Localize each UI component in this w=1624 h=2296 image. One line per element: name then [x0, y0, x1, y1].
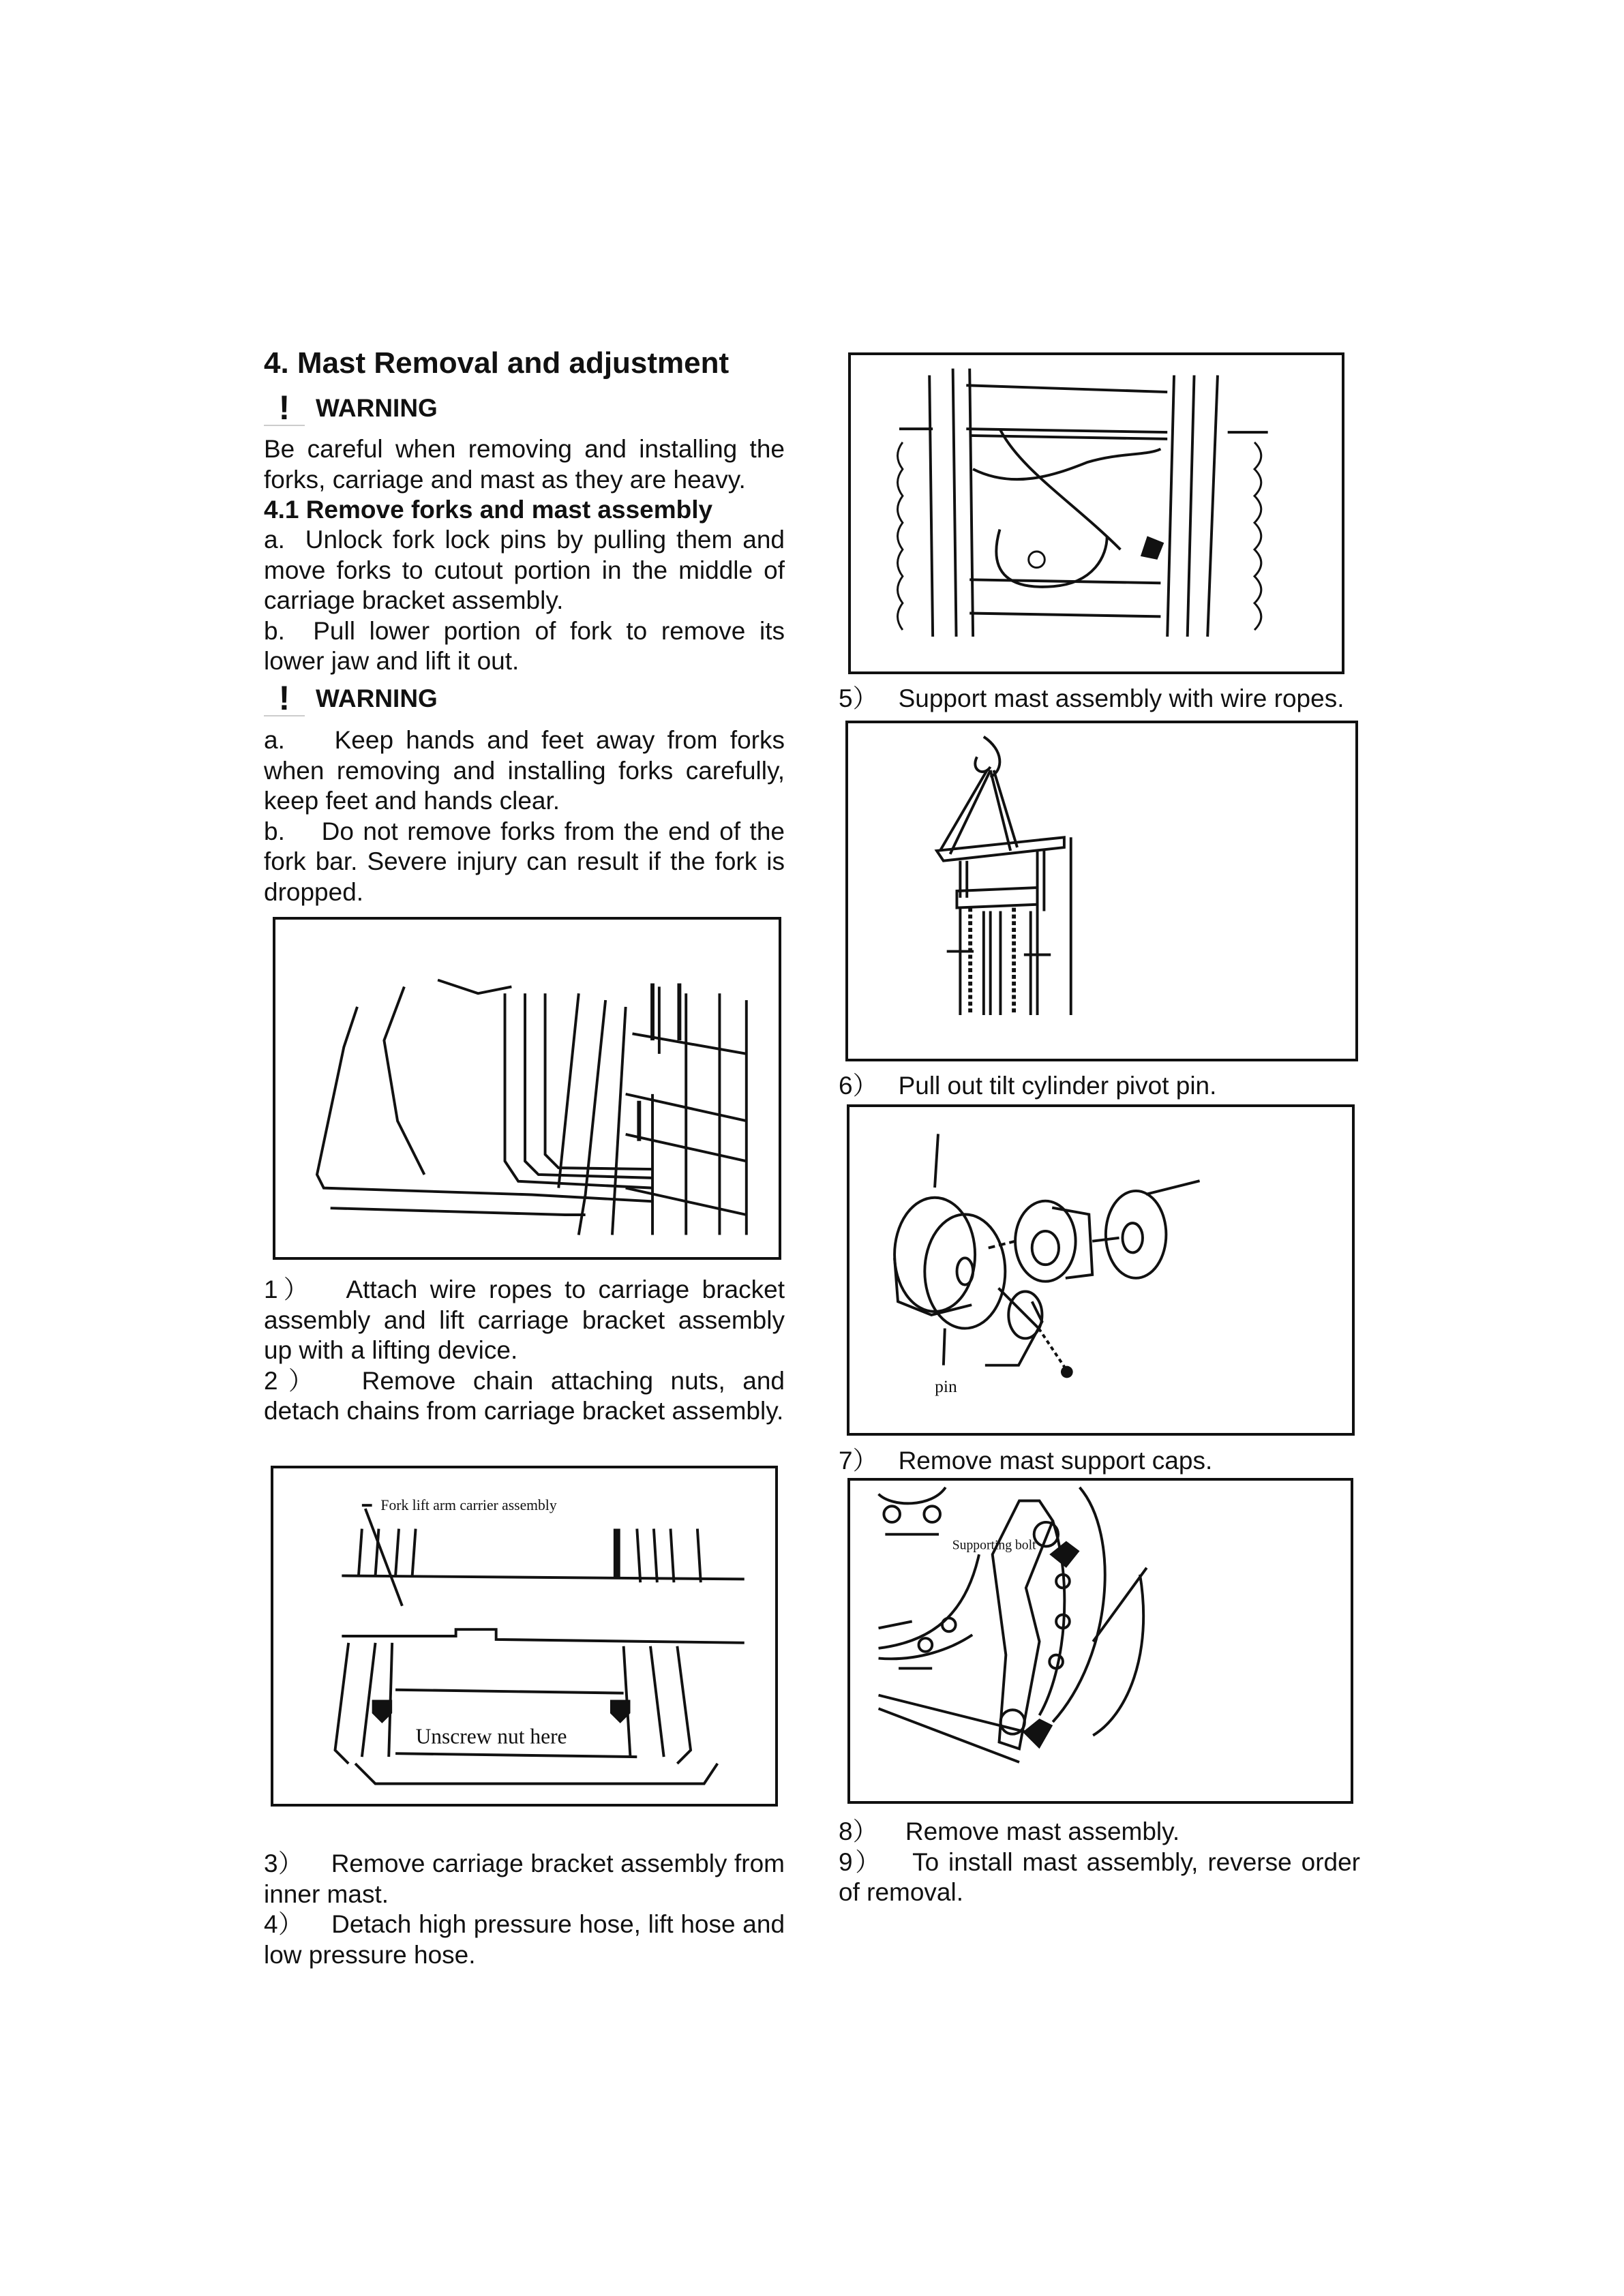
hoses-illustration	[851, 355, 1342, 671]
warning-2-item-a: a. Keep hands and feet away from forks when removing and installing forks carefully, keep feet and hands clear.	[264, 726, 785, 815]
warning-label: WARNING	[316, 394, 438, 422]
procedure-step-2: 2） Remove chain attaching nuts, and detach chains from carriage bracket assembly.	[264, 1366, 785, 1425]
procedure-steps-1-2	[264, 1275, 785, 1427]
warning-2-body	[264, 725, 785, 907]
exclamation-icon: !	[264, 681, 305, 716]
warning-label: WARNING	[316, 684, 438, 712]
procedure-step-1: 1） Attach wire ropes to carriage bracket assembly and lift carriage bracket assembly up with a lifting device.	[264, 1275, 785, 1364]
subsection-title: 4.1 Remove forks and mast assembly	[264, 496, 713, 524]
label-fork-lift-arm: Fork lift arm carrier assembly	[380, 1497, 557, 1514]
figure-support-caps	[847, 1478, 1353, 1804]
wire-ropes-illustration	[848, 723, 1355, 1059]
procedure-steps-8-9	[839, 1817, 1360, 1908]
warning-2-item-b: b. Do not remove forks from the end of the fork bar. Severe injury can result if the fork is dropped.	[264, 817, 785, 906]
procedure-steps-3-4	[264, 1849, 785, 1970]
figure-wire-ropes	[845, 721, 1358, 1061]
section-title: 4. Mast Removal and adjustment	[264, 346, 730, 380]
support-caps-illustration	[850, 1481, 1351, 1801]
figure-fork-removal	[273, 917, 781, 1260]
warning-heading-1	[250, 391, 438, 425]
label-supporting-bolt: Supporting bolt	[952, 1537, 1036, 1553]
figure-hoses	[848, 352, 1344, 674]
procedure-step-8: 8） Remove mast assembly.	[839, 1817, 1180, 1845]
warning-1-body	[264, 434, 785, 677]
procedure-step-7: 7） Remove mast support caps.	[839, 1447, 1213, 1475]
step-a: a. Unlock fork lock pins by pulling them and move forks to cutout portion in the middle of carriage bracket assembly.	[264, 526, 785, 614]
figure-chain-nuts	[271, 1466, 778, 1807]
procedure-step-6: 6） Pull out tilt cylinder pivot pin.	[839, 1072, 1217, 1100]
procedure-step-5: 5） Support mast assembly with wire ropes.	[839, 684, 1344, 712]
fork-removal-illustration	[275, 920, 779, 1257]
tilt-pin-illustration	[849, 1107, 1352, 1433]
procedure-step-3: 3） Remove carriage bracket assembly from inner mast.	[264, 1849, 785, 1908]
exclamation-icon: !	[264, 391, 305, 426]
procedure-step-4: 4） Detach high pressure hose, lift hose and low pressure hose.	[264, 1910, 785, 1969]
chain-nuts-illustration	[273, 1468, 775, 1804]
warning-heading-2	[250, 679, 438, 717]
figure-tilt-pin	[847, 1104, 1355, 1436]
step-b: b. Pull lower portion of fork to remove its lower jaw and lift it out.	[264, 616, 785, 675]
label-unscrew-nut: Unscrew nut here	[415, 1724, 567, 1749]
label-pin: pin	[935, 1376, 957, 1397]
procedure-step-9: 9） To install mast assembly, reverse order of removal.	[839, 1847, 1360, 1906]
warning-1-text: Be careful when removing and installing the forks, carriage and mast as they are heavy.	[264, 435, 785, 494]
